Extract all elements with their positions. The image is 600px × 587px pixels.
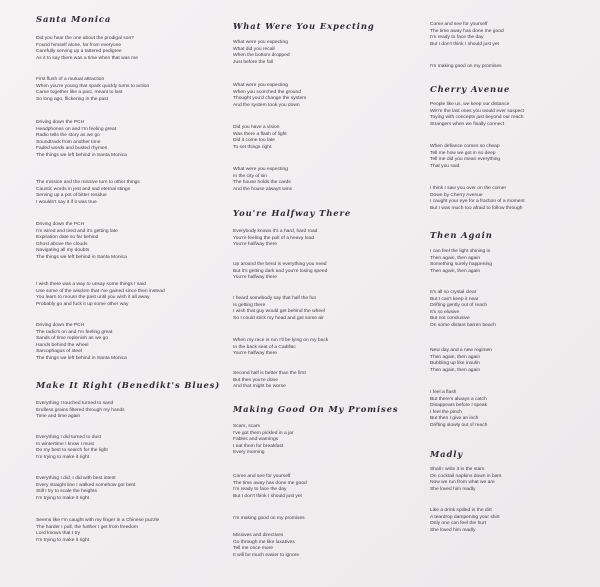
lyric-verse [36, 120, 127, 159]
lyric-line: Use some of the wisdom that I've gained since then instead [36, 288, 165, 294]
lyric-line: I'm trying to make it right [36, 454, 90, 460]
lyric-line: The time away has done me good [233, 480, 307, 486]
lyric-line: And that might be worse [233, 384, 286, 390]
lyric-line: I'm wired and tired and it's getting late [36, 228, 118, 234]
lyric-line: Was there a flash of light [233, 131, 287, 137]
lyric-line: Everybody knows it's a hard, hard road [233, 229, 318, 234]
lyric-verse [233, 474, 307, 500]
lyric-line: Come and see for yourself [430, 22, 488, 27]
lyric-line: But it's getting dark and you're losing speed [233, 268, 328, 274]
lyric-line: When the bottom dropped [233, 53, 290, 59]
lyric-line: But then I give an inch [430, 416, 479, 422]
lyric-verse [233, 516, 305, 523]
lyric-verse [233, 371, 306, 391]
lyric-line: Probably go and fuck it up some other way [36, 301, 129, 307]
lyric-line: Everything I did turned to dust [36, 435, 101, 440]
lyric-line: What were you expecting [233, 167, 288, 172]
lyric-line: You're halfway there [233, 242, 277, 248]
lyric-line: Everything I touched turned to sand [36, 401, 114, 406]
lyric-line: Go through me like laxatives [233, 539, 295, 545]
lyric-line: She loved him madly [430, 486, 476, 492]
song-title: Madly [430, 449, 464, 459]
lyric-line: Tell me once more [233, 546, 273, 552]
lyric-line: The harder I pull, the further I get from freedom [36, 524, 138, 530]
lyric-line: The things we left behind in Santa Monica [36, 254, 127, 260]
lyric-line: Came together like a pact, meant to last [36, 90, 123, 96]
lyric-line: Just before the fall [233, 59, 273, 65]
lyric-verse [430, 290, 496, 329]
lyric-verse [36, 180, 140, 206]
lyric-verse [430, 508, 500, 534]
lyric-line: Hands behind the wheel [36, 342, 89, 348]
lyric-line: Then again, then again [430, 255, 481, 261]
lyric-line: On some distant barren beach [430, 322, 496, 328]
lyric-verse [36, 476, 136, 502]
lyric-verse [36, 77, 149, 103]
lyric-verse [233, 167, 292, 193]
lyric-verse [36, 401, 125, 421]
lyric-line: Drifting slowly out of reach [430, 422, 488, 428]
lyric-line: Caustic words in jest and sad eternal stings [36, 186, 131, 192]
lyric-verse [233, 338, 328, 358]
lyric-verse [233, 40, 290, 66]
lyric-line: The time away has done me good [430, 28, 504, 34]
lyric-line: In the city of sin [233, 173, 267, 179]
lyric-line: Faded words and busted rhymes [36, 146, 108, 152]
lyric-line: I eat them for breakfast [233, 443, 284, 449]
lyric-line: The mission and the missive turn to other things [36, 180, 140, 185]
lyric-line: It's so elusive [430, 309, 460, 315]
lyric-line: Headphones on and I'm feeling great [36, 126, 117, 132]
lyric-verse [430, 390, 487, 429]
lyric-verse [36, 282, 165, 308]
song-title: Making Good On My Promises [233, 404, 399, 414]
lyric-line: That you said [430, 163, 460, 169]
lyric-line: The house holds the cards [233, 180, 291, 186]
lyric-line: She loved him madly [430, 527, 476, 533]
lyric-line: I wouldn't say it if it was true [36, 199, 97, 205]
lyric-verse [233, 262, 327, 282]
lyric-line: Now we run from what we are [430, 480, 495, 486]
lyric-line: When you're young that spark quickly turns to action [36, 83, 150, 89]
lyric-line: Tell me did you mean everything [430, 157, 501, 163]
lyric-line: People like us, we keep our distance [430, 102, 510, 107]
lyric-line: But I don't think I should just yet [233, 493, 302, 499]
lyric-line: I'm making good on my promises [430, 64, 502, 69]
lyric-verse [233, 424, 293, 457]
lyric-line: But I can't keep it near [430, 296, 479, 302]
lyric-line: You're halfway there [233, 275, 277, 281]
lyric-verse [430, 249, 492, 275]
lyric-line: Then again, then again [430, 354, 481, 360]
lyric-line: I'm ready to face the day [430, 35, 484, 41]
lyric-line: But there's always a catch [430, 396, 487, 402]
lyric-line: New day and a new regimen [430, 348, 492, 353]
lyric-verse [430, 22, 504, 48]
lyric-line: Driving down the PCH [36, 323, 85, 328]
lyric-line: Then again, then again [430, 367, 481, 373]
lyric-line: I wish that guy would get behind the wheel [233, 309, 325, 315]
lyric-line: Driving down the PCH [36, 120, 85, 125]
lyric-line: You're feeling the pull of a heavy load [233, 235, 314, 241]
lyric-line: I feel the pinch [430, 409, 462, 415]
lyric-verse [430, 64, 502, 71]
lyric-line: I'm ready to face the day [233, 487, 287, 493]
lyric-line: Driving down the PCH [36, 222, 85, 227]
lyric-line: Radio tells the story as we go [36, 133, 100, 139]
lyric-verse [233, 125, 287, 151]
lyric-line: Did you hear the one about the prodigal son? [36, 36, 134, 41]
lyric-line: Only one can feel the hurt [430, 521, 487, 527]
lyric-line: But not conclusive [430, 316, 470, 322]
song-title: Make It Right (Benedikt's Blues) [36, 380, 221, 390]
lyric-line: Shall I write it in the stars [430, 467, 485, 472]
lyric-verse [430, 467, 502, 493]
lyric-line: In the back seat of a Cadillac [233, 344, 296, 350]
lyric-line: You learn to mourn the past until you wish it all away [36, 295, 150, 301]
lyric-line: Come and see for yourself [233, 474, 291, 479]
lyric-line: As it to say there was a time when that was me [36, 55, 138, 61]
lyric-line: What were you expecting [233, 40, 288, 45]
lyric-line: It's all so crystal clear [430, 290, 477, 295]
lyric-line: Something surely happening [430, 262, 492, 268]
lyric-line: I feel a flash [430, 390, 457, 395]
lyric-verse [36, 222, 127, 261]
lyric-line: But then you're done [233, 377, 278, 383]
lyric-line: Scars, scars [233, 424, 260, 429]
lyric-line: Sarcophagus of steel [36, 349, 82, 355]
lyric-line: Everything I did, I did with best intent [36, 476, 116, 481]
lyric-line: Missives and directives [233, 533, 284, 538]
lyric-verse [233, 296, 325, 322]
lyric-line: Serving up a pot of bitter residue [36, 193, 107, 199]
lyric-line: When my race is run I'll be lying on my back [233, 338, 329, 343]
lyric-line: Thought you'd change the system [233, 96, 307, 102]
lyric-line: Soundtrack from another time [36, 139, 101, 145]
lyric-line: Down by Cherry Avenue [430, 192, 483, 198]
song-title: You're Halfway There [233, 208, 352, 218]
lyric-verse [430, 348, 492, 374]
song-title: Cherry Avenue [430, 84, 511, 94]
lyric-verse [36, 435, 108, 461]
lyric-line: Lord knows that I try [36, 531, 81, 537]
lyric-verse [233, 533, 299, 559]
lyric-line: But I was much too afraid to follow through [430, 205, 523, 211]
lyric-line: And the system took you down [233, 102, 300, 108]
lyric-verse [430, 102, 524, 128]
lyric-line: The things we left behind in Santa Monica [36, 152, 127, 158]
lyric-line: So I could stick my head and get some air [233, 315, 324, 321]
lyric-line: Every morning [233, 450, 265, 456]
lyric-line: What did you recall [233, 46, 275, 52]
lyric-line: Seems like I'm caught with my finger in a Chinese puzzle [36, 518, 160, 523]
lyric-line: Every straight line I walked somehow got bent [36, 482, 136, 488]
lyric-line: When defiance comes so cheap [430, 144, 500, 149]
lyric-line: First flush of a mutual attraction [36, 77, 105, 82]
song-title: What Were You Expecting [233, 21, 375, 31]
lyric-line: Is getting there [233, 302, 266, 308]
lyric-verse [36, 518, 159, 544]
lyric-line: I can feel the light shining in [430, 249, 491, 254]
song-title: Santa Monica [36, 14, 112, 24]
lyric-line: I'm trying to make it right [36, 495, 90, 501]
lyric-line: I wish there was a way to unsay some things I said [36, 282, 146, 287]
lyric-line: Carefully serving up a tattered pedigree [36, 49, 122, 55]
lyric-line: Up around the bend is everything you need [233, 262, 327, 267]
song-title: Then Again [430, 230, 493, 240]
lyric-line: I've got them pickled in a jar [233, 430, 294, 436]
lyric-line: Sands of time replenish as we go [36, 336, 109, 342]
lyric-line: I'm making good on my promises [233, 516, 305, 521]
lyric-line: Second half is better than the first [233, 371, 306, 376]
lyric-line: Still I try to scale the heights [36, 489, 97, 495]
lyric-line: To set things right [233, 144, 272, 150]
lyric-line: I heard somebody say that half the fun [233, 296, 317, 301]
lyric-line: Fables and warnings [233, 437, 279, 443]
lyric-line: Disappears before I speak [430, 403, 488, 409]
lyric-line: Endless grains filtered through my hands [36, 407, 125, 413]
lyric-line: Found himself alone, far from everyone [36, 42, 122, 48]
lyric-verse [233, 83, 306, 109]
lyric-line: Navigating all my doubts [36, 248, 90, 254]
lyric-line: The radio's on and I'm feeling great [36, 329, 113, 335]
lyric-line: You're halfway there [233, 351, 277, 357]
lyric-line: What were you expecting [233, 83, 288, 88]
lyric-verse [430, 186, 525, 212]
lyric-verse [36, 36, 138, 62]
lyric-verse [233, 229, 317, 249]
lyric-line: Bubbling up like insulin [430, 361, 480, 367]
lyric-line: Did it come too late [233, 138, 275, 144]
lyric-line: On cocktail napkins down in bars [430, 473, 502, 479]
lyric-line: Do my best to search for the light [36, 448, 108, 454]
lyric-line: Toying with concepts just beyond our reach [430, 115, 524, 121]
lyric-line: The things we left behind in Santa Monica [36, 355, 127, 361]
lyric-line: I'm trying to make it right [36, 537, 90, 543]
lyric-line: A teardrop dampening your shirt [430, 514, 500, 520]
lyric-line: But I don't think I should just yet [430, 41, 499, 47]
lyric-line: So long ago, flickering in the past [36, 96, 109, 102]
lyric-verse [36, 323, 127, 362]
lyric-line: Ghost above the clouds [36, 241, 88, 247]
lyric-line: Like a drink spilled in the dirt [430, 508, 492, 513]
lyric-line: I think I saw you over on the corner [430, 186, 507, 191]
lyric-line: I caught your eye for a fraction of a moment [430, 199, 525, 205]
lyric-line: It will be much easier to ignore [233, 552, 300, 558]
lyric-line: When you scorched the ground [233, 89, 301, 95]
lyric-line: And the house always wins [233, 186, 292, 192]
lyric-line: Drifting gently out of reach [430, 303, 488, 309]
lyric-line: Strangers when we finally connect [430, 121, 505, 127]
lyric-line: We're the last ones you would ever suspect [430, 108, 525, 114]
lyric-line: Expiration date so far behind [36, 235, 99, 241]
lyric-line: Tell me how we got in so deep [430, 150, 496, 156]
lyric-line: Did you have a vision [233, 125, 280, 130]
lyric-line: Then again, then again [430, 268, 481, 274]
lyric-verse [430, 144, 500, 170]
lyric-line: Time and time again [36, 414, 81, 420]
lyric-line: In wintertime I know I must [36, 441, 94, 447]
